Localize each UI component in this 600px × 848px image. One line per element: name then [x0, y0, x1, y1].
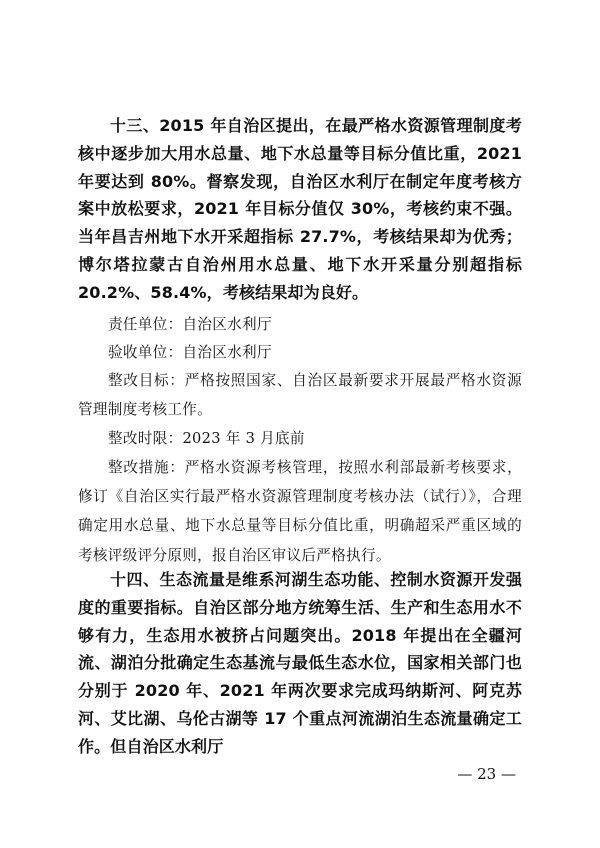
section-14-paragraph: 十四、生态流量是维系河湖生态功能、控制水资源开发强度的重要指标。自治区部分地方统筹生活、生产和生态用水不够有力，生态用水被挤占问题突出。2018 年提出在全疆河流、湖泊分批确定生态基流与最低生态水位，国家相关部门也分别于 2020 年、2021 年两次要求完成玛纳斯河、阿克苏河、艾比湖、乌伦古湖等 17 个重点河流湖泊生态流量确定工作。但自治区水利厅 [78, 570, 522, 756]
page-number: — 23 — [457, 765, 516, 783]
section-13-paragraph: 十三、2015 年自治区提出，在最严格水资源管理制度考核中逐步加大用水总量、地下水总量等目标分值比重，2021 年要达到 80%。督察发现，自治区水利厅在制定年度考核方案中放松要求，2021 年目标分值仅 30%，考核约束不强。当年昌吉州地下水开采超指标 27.7%，考核结果却为优秀；博尔塔拉蒙古自治州用水总量、地下水开采量分别超指标 20.2%、58.4%，考核结果却为良好。 [78, 116, 522, 302]
responsible-unit: 责任单位：自治区水利厅 [108, 316, 272, 333]
rectification-goal: 整改目标：严格按照国家、自治区最新要求开展最严格水资源管理制度考核工作。 [78, 372, 522, 419]
rectification-deadline: 整改时限：2023 年 3 月底前 [108, 430, 305, 447]
acceptance-unit: 验收单位：自治区水利厅 [108, 344, 272, 361]
rectification-measures: 整改措施：严格水资源考核管理，按照水利部最新考核要求，修订《自治区实行最严格水资源管理制度考核办法（试行）》，合理确定用水总量、地下水总量等目标分值比重，明确超采严重区域的考核评级评分原则，报自治区审议后严格执行。 [78, 459, 522, 564]
